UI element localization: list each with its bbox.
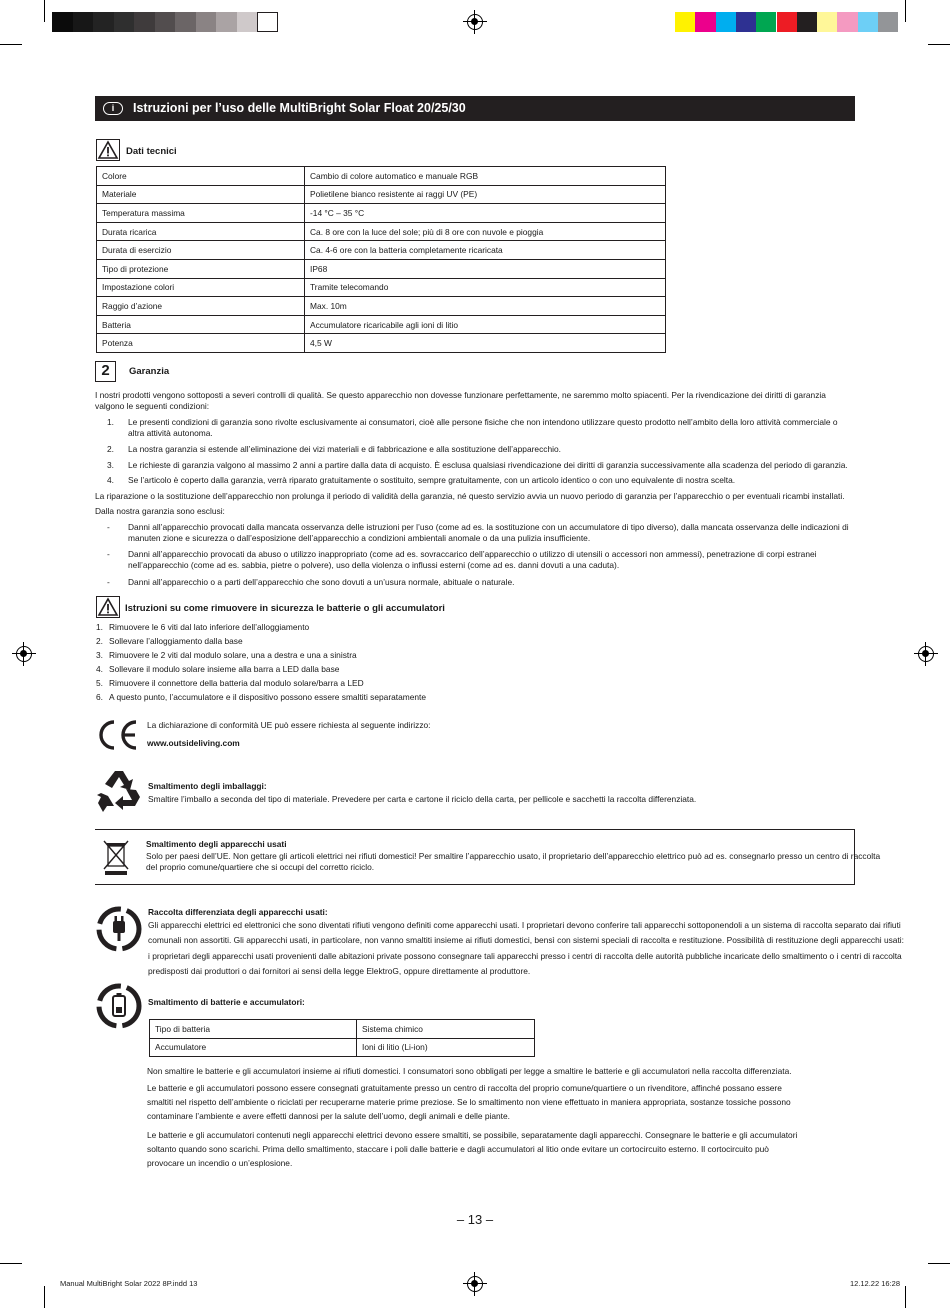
warning-icon <box>96 596 120 618</box>
color-swatch <box>73 12 94 32</box>
recycling-icon <box>95 768 143 814</box>
list-item-marker: 1. <box>107 417 114 427</box>
table-row <box>150 1038 535 1057</box>
warranty-heading: Garanzia <box>129 366 170 377</box>
crossed-bin-icon <box>102 838 130 876</box>
table-row <box>97 185 666 204</box>
page-title: Istruzioni per l’uso delle MultiBright Solar Float 20/25/30 <box>133 101 466 115</box>
table-row <box>97 167 666 186</box>
list-item-marker: 2. <box>107 444 114 454</box>
color-swatch <box>155 12 176 32</box>
list-item-text: A questo punto, l’accumulatore e il dispositivo possono essere smaltiti separatamente <box>109 692 427 702</box>
packaging-heading: Smaltimento degli imballaggi: <box>148 781 267 791</box>
text-line: Le batterie e gli accumulatori possono essere consegnati gratuitamente presso un centro di raccolta del proprio comune/quartiere o un rivenditore, affinché possano essere <box>147 1083 782 1093</box>
spec-label: Colore <box>97 167 305 186</box>
color-swatch <box>675 12 695 32</box>
color-swatch <box>114 12 135 32</box>
table-cell: Accumulatore <box>150 1038 357 1057</box>
list-item-text: Se l’articolo è coperto dalla garanzia, verrà riparato gratuitamente o sostituito, sempre gratuitamente, con un articolo identico o con uno equivalente di nostra scelta. <box>128 475 736 485</box>
spec-value: Tramite telecomando <box>305 278 666 297</box>
section-number: 2 <box>95 361 116 382</box>
list-item-marker: - <box>107 522 110 532</box>
section-header <box>95 96 855 121</box>
spec-value: Accumulatore ricaricabile agli ioni di litio <box>305 315 666 334</box>
exclusions-intro: Dalla nostra garanzia sono esclusi: <box>95 506 225 516</box>
text-line: contaminare l’ambiente e avere effetti dannosi per la salute dell’uomo, degli animali e delle piante. <box>147 1111 510 1121</box>
warranty-intro: I nostri prodotti vengono sottoposti a severi controlli di qualità. Se questo apparecchio non dovesse funzionare perfettamente, ne saremmo molto spiacenti. Per la rivendicazione dei diritti di garanzia valgono le seguenti condizioni: <box>95 390 826 412</box>
color-swatch <box>93 12 114 32</box>
color-swatch <box>797 12 817 32</box>
registration-mark-icon <box>16 646 32 662</box>
packaging-text: Smaltire l’imballo a seconda del tipo di materiale. Prevedere per carta e cartone il riciclo della carta, per pellicole e sacchetti la raccolta differenziata. <box>148 794 697 804</box>
color-swatch <box>216 12 237 32</box>
list-item-marker: 3. <box>107 460 114 470</box>
color-swatch <box>736 12 756 32</box>
crop-mark <box>44 1286 45 1308</box>
list-item-text: Le presenti condizioni di garanzia sono rivolte esclusivamente ai consumatori, cioè alle persone fisiche che non intendono utilizzare questo prodotto nell’ambito della loro attività commerciale o altra attività autonoma. <box>128 417 838 439</box>
warning-icon <box>96 139 120 161</box>
color-swatch <box>196 12 217 32</box>
tech-data-table <box>96 166 666 353</box>
text-line: Le batterie e gli accumulatori contenuti negli apparecchi elettrici devono essere smaltiti, se possibile, separatamente dagli apparecchi. Consegnare le batterie e gli accumulatori <box>147 1130 798 1140</box>
separate-collection-heading: Raccolta differenziata degli apparecchi usati: <box>148 907 328 917</box>
text-line: i proprietari degli apparecchi usati provenienti dalle abitazioni private possono consegnare tali apparecchi presso i centri di raccolta delle autorità pubbliche incaricate dello smaltimento o i centri di raccolta <box>148 950 902 961</box>
color-swatch <box>237 12 258 32</box>
list-item-marker: 4. <box>96 664 103 674</box>
crop-mark <box>928 44 950 45</box>
spec-label: Materiale <box>97 185 305 204</box>
crop-mark <box>0 44 22 45</box>
info-icon: i <box>103 102 123 115</box>
table-row <box>150 1020 535 1039</box>
ce-mark-icon <box>95 719 139 751</box>
spec-label: Batteria <box>97 315 305 334</box>
list-item-marker: 4. <box>107 475 114 485</box>
list-item-marker: - <box>107 577 110 587</box>
list-item-text: Rimuovere il connettore della batteria dal modulo solare/barra a LED <box>109 678 364 688</box>
table-row <box>97 278 666 297</box>
spec-value: Polietilene bianco resistente ai raggi UV (PE) <box>305 185 666 204</box>
table-row <box>97 297 666 316</box>
color-swatch <box>257 12 278 32</box>
list-item-marker: 1. <box>96 622 103 632</box>
spec-value: IP68 <box>305 259 666 278</box>
text-line: provocare un incendio o un’esplosione. <box>147 1158 293 1168</box>
battery-type-table <box>149 1019 535 1057</box>
spec-label: Raggio d’azione <box>97 297 305 316</box>
list-item-text: Sollevare il modulo solare insieme alla barra a LED dalla base <box>109 664 340 674</box>
spec-label: Durata ricarica <box>97 222 305 241</box>
crop-mark <box>928 1263 950 1264</box>
plug-recycle-icon <box>95 905 143 953</box>
ce-url-link[interactable]: www.outsideliving.com <box>147 738 240 748</box>
table-cell: Ioni di litio (Li-ion) <box>357 1038 535 1057</box>
crop-mark <box>44 0 45 22</box>
table-row <box>97 334 666 353</box>
list-item-text: Le richieste di garanzia valgono al massimo 2 anni a partire dalla data di acquisto. È esclusa qualsiasi rivendicazione dei diritti di garanzia successivamente alla scadenza del periodo di garanzia. <box>128 460 848 470</box>
list-item-marker: 2. <box>96 636 103 646</box>
footer-timestamp: 12.12.22 16:28 <box>849 1279 900 1288</box>
list-item-marker: 6. <box>96 692 103 702</box>
registration-mark-icon <box>467 14 483 30</box>
registration-mark-icon <box>918 646 934 662</box>
color-swatch <box>837 12 857 32</box>
color-swatch <box>858 12 878 32</box>
list-item-text: Rimuovere le 2 viti dal modulo solare, una a destra e una a sinistra <box>109 650 357 660</box>
table-row <box>97 241 666 260</box>
text-line: smaltiti nel rispetto dell’ambiente o riciclati per recuperarne materie prime preziose. Se lo smaltimento non viene effettuato in maniera appropriata, sostanze tossiche possono <box>147 1097 791 1107</box>
list-item-text: Danni all’apparecchio provocati da abuso o utilizzo inappropriato (come ad es. sovraccarico dell’apparecchio o utilizzo di utensili o accessori non ammessi), penetrazione di corpi estranei nell’apparecchio (come ad es. sabbia, pietre o polvere), uso della violenza o influssi esterni (come ad es. danni dovuti a una caduta). <box>128 549 817 571</box>
spec-value: -14 °C – 35 °C <box>305 204 666 223</box>
battery-recycle-icon <box>95 982 143 1030</box>
list-item-marker: 3. <box>96 650 103 660</box>
color-swatch <box>777 12 797 32</box>
color-swatch <box>817 12 837 32</box>
tech-data-heading: Dati tecnici <box>126 146 177 157</box>
crop-mark <box>905 0 906 22</box>
battery-disposal-heading: Smaltimento di batterie e accumulatori: <box>148 997 305 1007</box>
table-row <box>97 315 666 334</box>
list-item-text: Danni all’apparecchio o a parti dell’apparecchio che sono dovuti a un’usura normale, abituale o naturale. <box>128 577 515 587</box>
spec-label: Potenza <box>97 334 305 353</box>
spec-label: Temperatura massima <box>97 204 305 223</box>
list-item-text: Rimuovere le 6 viti dal lato inferiore dell’alloggiamento <box>109 622 310 632</box>
spec-value: Ca. 4-6 ore con la batteria completamente ricaricata <box>305 241 666 260</box>
table-row <box>97 204 666 223</box>
crop-mark <box>905 1286 906 1308</box>
color-swatch <box>175 12 196 32</box>
color-swatch <box>134 12 155 32</box>
registration-mark-icon <box>467 1276 483 1292</box>
list-item-marker: - <box>107 549 110 559</box>
weee-heading: Smaltimento degli apparecchi usati <box>146 839 287 849</box>
footer-filename: Manual MultiBright Solar 2022 8P.indd 13 <box>60 1279 198 1288</box>
battery-disposal-paragraph: Non smaltire le batterie e gli accumulatori insieme ai rifiuti domestici. I consumatori sono obbligati per legge a smaltire le batterie e gli accumulatori nella raccolta differenziata. <box>147 1066 792 1076</box>
spec-label: Impostazione colori <box>97 278 305 297</box>
color-swatch <box>756 12 776 32</box>
spec-value: Cambio di colore automatico e manuale RGB <box>305 167 666 186</box>
spec-label: Tipo di protezione <box>97 259 305 278</box>
ce-declaration-text: La dichiarazione di conformità UE può essere richiesta al seguente indirizzo: <box>147 720 431 730</box>
color-swatch <box>716 12 736 32</box>
page-number: – 13 – <box>456 1212 494 1227</box>
text-line: comunali non assortiti. Gli apparecchi usati, in particolare, non vanno smaltiti insieme ai rifiuti domestici, bensì con sistemi speciali di raccolta e restituzione. Possibilità di restituzione degli apparecchi usati: <box>148 935 904 946</box>
table-row <box>97 222 666 241</box>
crop-mark <box>0 1263 22 1264</box>
weee-text-line: Solo per paesi dell’UE. Non gettare gli articoli elettrici nei rifiuti domestici! Per smaltire l’apparecchio usato, il proprietario dell’apparecchio elettrico può ad es. consegnarlo presso un centro di raccolta <box>146 851 881 861</box>
text-line: predisposti dai produttori o dai fornitori ai sensi della legge ElektroG, oppure direttamente al produttore. <box>148 965 531 976</box>
text-line: Gli apparecchi elettrici ed elettronici che sono diventati rifiuti vengono definiti come apparecchi usati. I proprietari devono conferire tali apparecchi sottoponendoli a un sistema di raccolta separato dai rifiuti <box>148 920 901 930</box>
spec-value: Max. 10m <box>305 297 666 316</box>
list-item-text: Sollevare l’alloggiamento dalla base <box>109 636 243 646</box>
weee-text-line: del proprio comune/quartiere che si occupi del corretto riciclo. <box>146 862 375 872</box>
battery-removal-heading: Istruzioni su come rimuovere in sicurezza le batterie o gli accumulatori <box>125 603 445 614</box>
spec-value: 4,5 W <box>305 334 666 353</box>
color-swatch <box>52 12 73 32</box>
list-item-text: Danni all’apparecchio provocati dalla mancata osservanza delle istruzioni per l’uso (come ad es. la sostituzione con un accumulatore di tipo diverso), dalla mancata osservanza delle indicazioni di manuten zione e sicurezza o dall’esposizione dell’apparecchio a condizioni ambientali anomale o da una pulizia insufficiente. <box>128 522 849 544</box>
repair-note: La riparazione o la sostituzione dell’apparecchio non prolunga il periodo di validità della garanzia, né questo servizio avvia un nuovo periodo di garanzia per l’apparecchio o per eventuali ricambi installati. <box>95 491 845 501</box>
list-item-marker: 5. <box>96 678 103 688</box>
color-swatch <box>878 12 898 32</box>
table-row <box>97 259 666 278</box>
spec-value: Ca. 8 ore con la luce del sole; più di 8 ore con nuvole e pioggia <box>305 222 666 241</box>
text-line: soltanto quando sono scarichi. Prima dello smaltimento, staccare i poli dalle batterie e dagli accumulatori al litio onde evitare un cortocircuito esterno. Il cortocircuito può <box>147 1144 769 1154</box>
spec-label: Durata di esercizio <box>97 241 305 260</box>
color-swatch <box>695 12 715 32</box>
table-cell: Sistema chimico <box>357 1020 535 1039</box>
list-item-text: La nostra garanzia si estende all’eliminazione dei vizi materiali e di fabbricazione e alla sostituzione dell’apparecchio. <box>128 444 561 454</box>
table-cell: Tipo di batteria <box>150 1020 357 1039</box>
